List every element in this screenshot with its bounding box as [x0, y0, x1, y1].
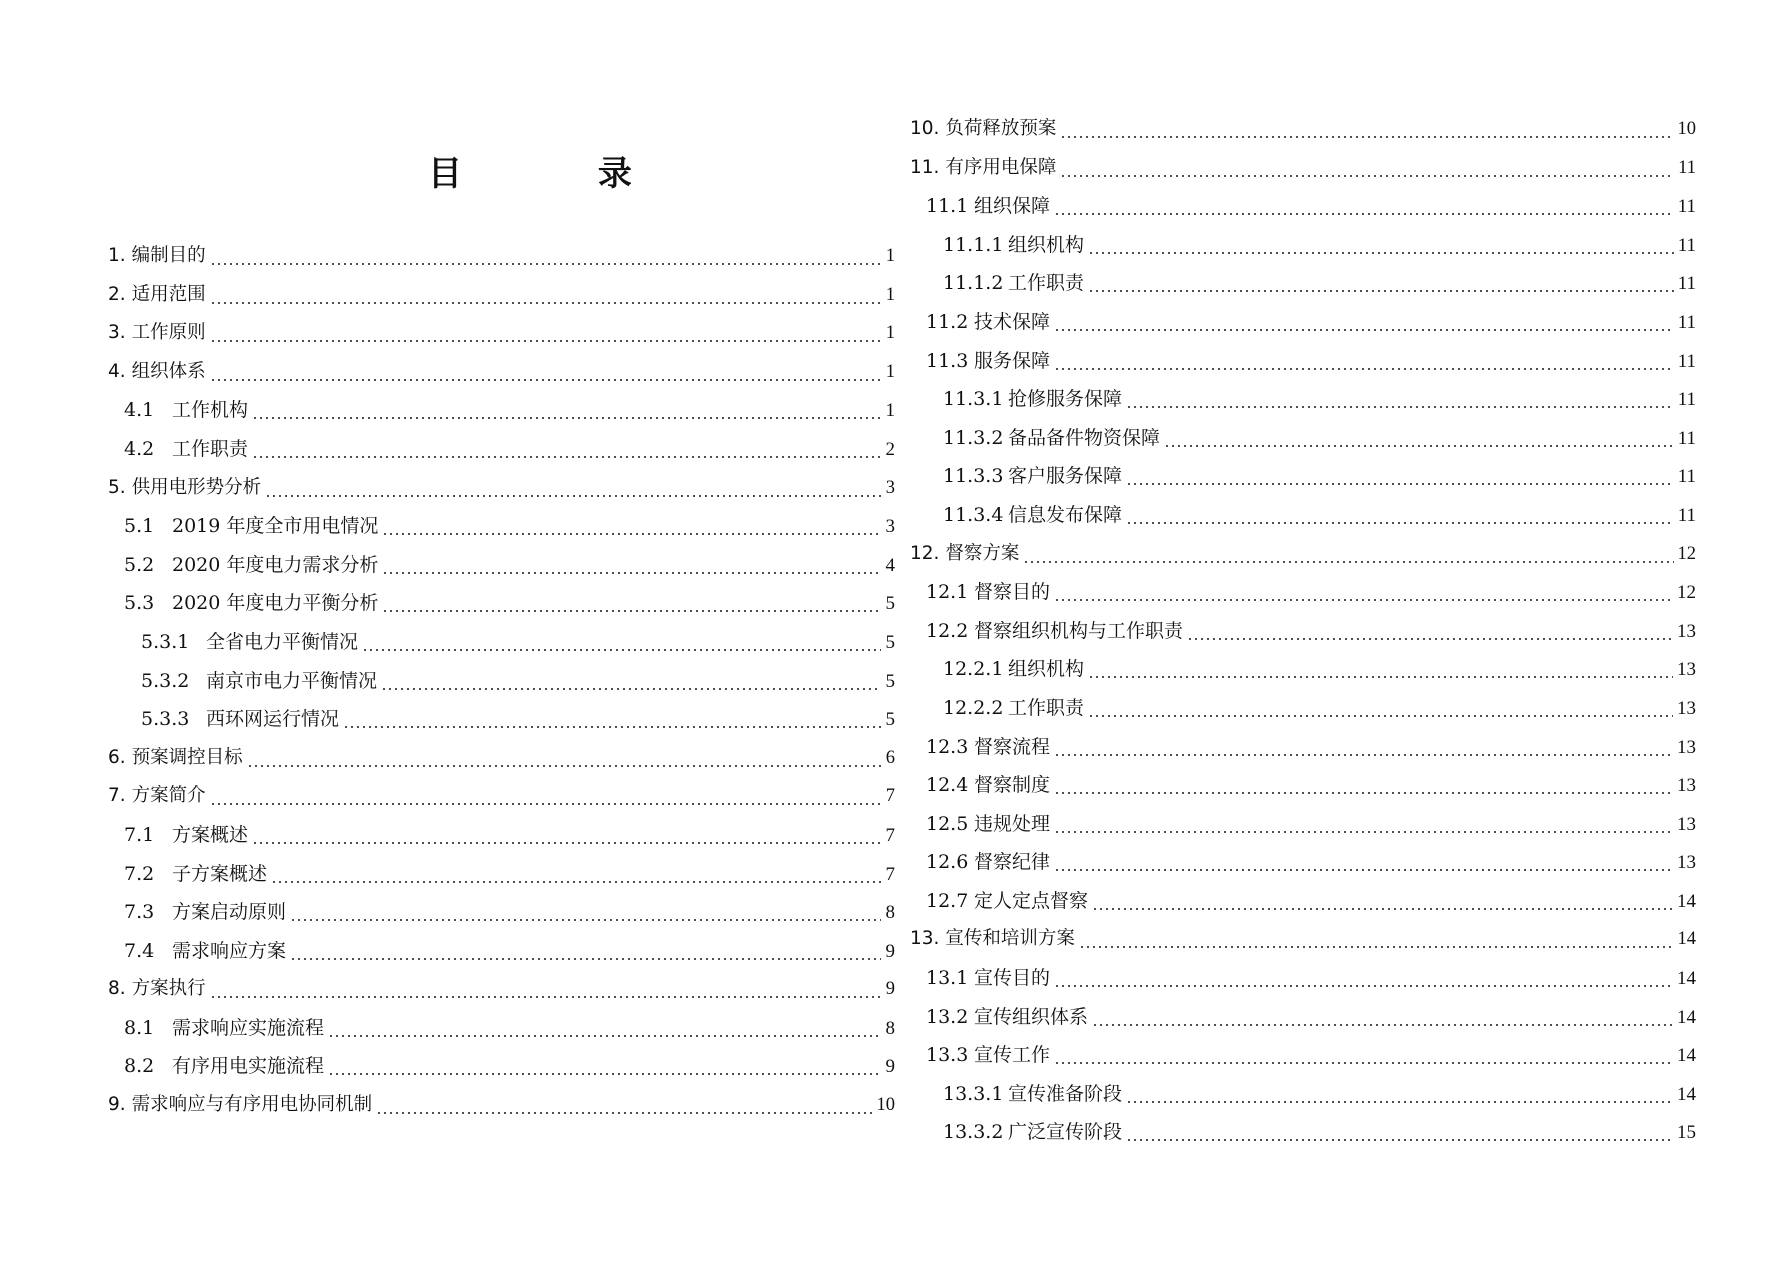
- toc-entry-page-number: 14: [1677, 890, 1696, 912]
- toc-entry[interactable]: [910, 920, 1696, 959]
- toc-entry-title: 供用电形势分析: [131, 476, 262, 498]
- toc-entry[interactable]: [108, 1086, 895, 1125]
- dot-leader: [1187, 612, 1673, 651]
- toc-entry-title: 2020 年度电力需求分析: [172, 553, 379, 576]
- toc-entry[interactable]: [108, 507, 895, 546]
- dot-leader: [1054, 1036, 1673, 1075]
- toc-entry-number: 12.6: [926, 851, 969, 874]
- toc-entry-page-number: 5: [885, 670, 895, 692]
- dot-leader: [265, 469, 881, 508]
- toc-entry[interactable]: [910, 419, 1696, 458]
- dot-leader: [328, 1009, 881, 1048]
- toc-entry-number: 7.3: [124, 901, 155, 924]
- toc-entry[interactable]: [108, 276, 895, 315]
- toc-entry-title: 方案执行: [131, 978, 206, 1000]
- toc-entry[interactable]: [108, 391, 895, 430]
- toc-entry-title: 组织保障: [974, 195, 1051, 218]
- toc-entry-page-number: 10: [1677, 119, 1696, 139]
- dot-leader: [1054, 573, 1673, 612]
- dot-leader: [252, 430, 881, 469]
- toc-entry-title: 客户服务保障: [1008, 465, 1123, 488]
- toc-entry-title: 督察方案: [945, 542, 1020, 564]
- toc-entry-page-number: 14: [1677, 1045, 1696, 1067]
- toc-entry[interactable]: [108, 430, 895, 469]
- toc-title: 目 录: [428, 154, 694, 194]
- toc-entry[interactable]: [108, 662, 895, 701]
- toc-entry-number: 12.2: [926, 619, 969, 642]
- toc-entry[interactable]: [910, 689, 1696, 728]
- dot-leader: [328, 1047, 881, 1086]
- toc-entry-number: 12.2.1: [943, 658, 1004, 681]
- dot-leader: [1088, 226, 1674, 265]
- toc-entry-number: 11.: [910, 156, 940, 178]
- dot-leader: [1088, 650, 1673, 689]
- dot-leader: [1126, 380, 1674, 419]
- dot-leader: [382, 507, 881, 546]
- toc-entry-title: 组织机构: [1008, 658, 1085, 681]
- dot-leader: [210, 777, 881, 816]
- toc-entry[interactable]: [108, 1047, 895, 1086]
- toc-entry-number: 7.1: [124, 823, 155, 846]
- toc-entry[interactable]: [910, 226, 1696, 265]
- dot-leader: [210, 276, 881, 315]
- dot-leader: [1054, 805, 1673, 844]
- toc-entry-title: 备品备件物资保障: [1008, 426, 1161, 449]
- dot-leader: [1054, 959, 1673, 998]
- dot-leader: [1054, 187, 1674, 226]
- toc-entry-title: 有序用电实施流程: [172, 1055, 325, 1078]
- toc-entry-page-number: 2: [885, 438, 895, 460]
- toc-entry[interactable]: [910, 882, 1696, 921]
- toc-entry[interactable]: [108, 855, 895, 894]
- toc-entry[interactable]: [910, 728, 1696, 767]
- toc-entry-title: 工作机构: [172, 399, 249, 422]
- toc-entry-number: 8.: [108, 978, 126, 1000]
- toc-entry-page-number: 14: [1677, 1006, 1696, 1028]
- toc-entry-number: 7.2: [124, 862, 155, 885]
- dot-leader: [290, 893, 881, 932]
- toc-entry[interactable]: [910, 998, 1696, 1037]
- toc-entry-title: 督察组织机构与工作职责: [974, 619, 1184, 642]
- toc-entry-title: 适用范围: [131, 283, 206, 305]
- toc-entry-title: 督察纪律: [974, 851, 1051, 874]
- toc-entry[interactable]: [910, 264, 1696, 303]
- dot-leader: [1126, 1075, 1673, 1114]
- toc-entry-title: 2020 年度电力平衡分析: [172, 592, 379, 615]
- toc-entry-number: 5.3.1: [141, 630, 190, 653]
- toc-entry-title: 方案概述: [172, 823, 249, 846]
- toc-entry-number: 12.2.2: [943, 696, 1004, 719]
- toc-entry-title: 西环网运行情况: [206, 708, 340, 731]
- toc-entry-number: 8.1: [124, 1016, 155, 1039]
- toc-entry[interactable]: [910, 650, 1696, 689]
- toc-entry-title: 工作职责: [1008, 696, 1085, 719]
- toc-entry-number: 13.3.1: [943, 1082, 1004, 1105]
- toc-entry-page-number: 3: [885, 477, 895, 498]
- toc-entry-title: 广泛宣传阶段: [1008, 1121, 1123, 1144]
- toc-entry-number: 12.7: [926, 889, 969, 912]
- toc-entry-number: 13.2: [926, 1005, 969, 1028]
- toc-entry-title: 督察流程: [974, 735, 1051, 758]
- toc-entry-number: 11.1.2: [943, 272, 1004, 295]
- toc-entry-title: 方案简介: [131, 785, 206, 807]
- dot-leader: [210, 353, 881, 392]
- toc-entry-page-number: 9: [885, 940, 895, 962]
- toc-entry-page-number: 5: [885, 709, 895, 731]
- toc-entry-title: 督察目的: [974, 581, 1051, 604]
- toc-entry[interactable]: [910, 187, 1696, 226]
- toc-entry-number: 5.3.2: [141, 669, 190, 692]
- toc-entry-page-number: 13: [1677, 620, 1696, 642]
- toc-entry-page-number: 1: [885, 361, 895, 382]
- toc-entry-page-number: 6: [885, 747, 895, 768]
- dot-leader: [252, 391, 881, 430]
- toc-entry[interactable]: [910, 149, 1696, 188]
- toc-entry-number: 11.3: [926, 349, 969, 372]
- toc-entry-number: 5.2: [124, 553, 155, 576]
- toc-entry[interactable]: [910, 342, 1696, 381]
- toc-entry-number: 10.: [910, 118, 940, 139]
- toc-entry-number: 5.1: [124, 515, 155, 538]
- toc-entry[interactable]: [108, 700, 895, 739]
- toc-entry-title: 定人定点督察: [974, 889, 1089, 912]
- dot-leader: [1092, 998, 1673, 1037]
- dot-leader: [271, 855, 881, 894]
- toc-entry-title: 宣传准备阶段: [1008, 1082, 1123, 1105]
- dot-leader: [381, 662, 881, 701]
- toc-entry-number: 12.3: [926, 735, 969, 758]
- toc-entry-number: 12.: [910, 542, 940, 564]
- toc-entry-title: 违规处理: [974, 812, 1051, 835]
- toc-entry-page-number: 7: [885, 786, 895, 807]
- dot-leader: [1060, 149, 1674, 188]
- toc-entry-page-number: 3: [885, 516, 895, 538]
- toc-entry-title: 方案启动原则: [172, 901, 287, 924]
- dot-leader: [1060, 110, 1673, 149]
- toc-entry-page-number: 9: [885, 1056, 895, 1078]
- dot-leader: [343, 700, 881, 739]
- toc-entry-page-number: 13: [1677, 775, 1696, 797]
- toc-entry-page-number: 11: [1677, 427, 1696, 449]
- toc-entry-page-number: 13: [1677, 697, 1696, 719]
- toc-entry-title: 组织体系: [131, 360, 206, 382]
- toc-entry-number: 11.3.4: [943, 503, 1004, 526]
- toc-entry-title: 宣传工作: [974, 1044, 1051, 1067]
- toc-entry-title: 宣传和培训方案: [945, 928, 1075, 950]
- toc-entry[interactable]: [910, 457, 1696, 496]
- toc-entry-title: 南京市电力平衡情况: [206, 669, 378, 692]
- toc-entry-title: 编制目的: [131, 245, 206, 266]
- toc-entry-title: 工作职责: [172, 437, 249, 460]
- toc-entry-number: 11.3.3: [943, 465, 1004, 488]
- dot-leader: [362, 623, 881, 662]
- toc-entry-number: 5.3: [124, 592, 155, 615]
- toc-entry-page-number: 11: [1677, 504, 1696, 526]
- toc-entry-page-number: 11: [1677, 389, 1696, 411]
- toc-entry-number: 4.1: [124, 399, 155, 422]
- toc-entry-number: 11.1: [926, 195, 969, 218]
- toc-entry[interactable]: [910, 612, 1696, 651]
- toc-entry[interactable]: [910, 959, 1696, 998]
- toc-entry-number: 11.1.1: [943, 233, 1004, 256]
- toc-entry-page-number: 9: [885, 979, 895, 1000]
- dot-leader: [1164, 419, 1674, 458]
- toc-entry-title: 需求响应方案: [172, 939, 287, 962]
- toc-entry-number: 11.3.1: [943, 388, 1004, 411]
- toc-entry-number: 13.: [910, 928, 940, 950]
- toc-entry-title: 抢修服务保障: [1008, 388, 1123, 411]
- toc-entry-number: 4.2: [124, 437, 155, 460]
- dot-leader: [1126, 1113, 1673, 1152]
- dot-leader: [1054, 342, 1674, 381]
- toc-entry-page-number: 8: [885, 902, 895, 924]
- toc-entry-number: 11.2: [926, 310, 969, 333]
- toc-entry-number: 7.: [108, 785, 126, 807]
- toc-entry[interactable]: [108, 1009, 895, 1048]
- toc-entry[interactable]: [910, 1036, 1696, 1075]
- toc-entry[interactable]: [910, 1075, 1696, 1114]
- toc-entry-number: 5.3.3: [141, 708, 190, 731]
- toc-entry[interactable]: [910, 303, 1696, 342]
- toc-entry-page-number: 15: [1677, 1122, 1696, 1144]
- dot-leader: [1054, 303, 1674, 342]
- dot-leader: [1054, 766, 1673, 805]
- toc-entry-page-number: 11: [1677, 234, 1696, 256]
- toc-entry-page-number: 11: [1677, 311, 1696, 333]
- toc-entry-title: 全省电力平衡情况: [206, 630, 359, 653]
- toc-entry-title: 需求响应实施流程: [172, 1016, 325, 1039]
- toc-entry[interactable]: [910, 766, 1696, 805]
- dot-leader: [382, 584, 881, 623]
- toc-entry-page-number: 5: [885, 593, 895, 615]
- toc-entry-page-number: 8: [885, 1017, 895, 1039]
- toc-entry-title: 宣传组织体系: [974, 1005, 1089, 1028]
- toc-entry[interactable]: [108, 314, 895, 353]
- dot-leader: [376, 1086, 872, 1125]
- toc-entry-number: 11.3.2: [943, 426, 1004, 449]
- toc-entry-number: 4.: [108, 360, 126, 382]
- toc-entry-title: 技术保障: [974, 310, 1051, 333]
- toc-entry-page-number: 7: [885, 824, 895, 846]
- toc-entry-number: 3.: [108, 322, 126, 344]
- toc-entry[interactable]: [108, 739, 895, 778]
- toc-entry[interactable]: [108, 777, 895, 816]
- toc-entry-title: 督察制度: [974, 774, 1051, 797]
- toc-entry-title: 负荷释放预案: [945, 118, 1057, 139]
- toc-entry-page-number: 7: [885, 863, 895, 885]
- toc-entry-page-number: 14: [1677, 929, 1696, 950]
- toc-entry-page-number: 13: [1677, 852, 1696, 874]
- toc-entry-number: 13.3: [926, 1044, 969, 1067]
- toc-entry-number: 12.4: [926, 774, 969, 797]
- toc-entry-page-number: 14: [1677, 968, 1696, 990]
- toc-entry[interactable]: [910, 573, 1696, 612]
- toc-entry-page-number: 1: [885, 246, 895, 266]
- toc-entry-title: 需求响应与有序用电协同机制: [131, 1094, 373, 1116]
- toc-entry[interactable]: [108, 816, 895, 855]
- toc-entry-title: 有序用电保障: [945, 156, 1057, 178]
- toc-entry[interactable]: [108, 237, 895, 276]
- dot-leader: [210, 970, 881, 1009]
- toc-entry-page-number: 1: [885, 400, 895, 422]
- toc-entry-number: 9.: [108, 1094, 126, 1116]
- toc-entry-page-number: 13: [1677, 736, 1696, 758]
- toc-entry-page-number: 5: [885, 631, 895, 653]
- toc-entry[interactable]: [910, 843, 1696, 882]
- dot-leader: [1088, 689, 1673, 728]
- toc-entry-number: 5.: [108, 476, 126, 498]
- toc-entry[interactable]: [910, 535, 1696, 574]
- toc-entry[interactable]: [108, 932, 895, 971]
- toc-entry[interactable]: [910, 1113, 1696, 1152]
- dot-leader: [1054, 728, 1673, 767]
- toc-entry[interactable]: [108, 623, 895, 662]
- dot-leader: [1088, 264, 1674, 303]
- dot-leader: [382, 546, 881, 585]
- toc-entry-page-number: 11: [1677, 466, 1696, 488]
- toc-entry-number: 8.2: [124, 1055, 155, 1078]
- toc-entry-title: 宣传目的: [974, 967, 1051, 990]
- toc-entry[interactable]: [108, 970, 895, 1009]
- toc-entry-title: 子方案概述: [172, 862, 268, 885]
- toc-entry[interactable]: [910, 805, 1696, 844]
- dot-leader: [1126, 457, 1674, 496]
- toc-entry-title: 2019 年度全市用电情况: [172, 515, 379, 538]
- toc-entry-page-number: 10: [876, 1095, 895, 1116]
- toc-entry-page-number: 11: [1677, 350, 1696, 372]
- toc-entry[interactable]: [108, 584, 895, 623]
- dot-leader: [290, 932, 881, 971]
- toc-entry-title: 组织机构: [1008, 233, 1085, 256]
- toc-entry-title: 工作职责: [1008, 272, 1085, 295]
- dot-leader: [1079, 920, 1674, 959]
- toc-entry-number: 2.: [108, 283, 126, 305]
- dot-leader: [247, 739, 881, 778]
- toc-entry-number: 12.1: [926, 581, 969, 604]
- toc-entry-number: 13.3.2: [943, 1121, 1004, 1144]
- toc-left-column: [108, 237, 895, 1125]
- toc-entry-number: 6.: [108, 746, 126, 768]
- dot-leader: [210, 237, 881, 276]
- toc-entry-page-number: 11: [1678, 157, 1696, 178]
- dot-leader: [1092, 882, 1673, 921]
- toc-entry-number: 12.5: [926, 812, 969, 835]
- toc-entry[interactable]: [108, 353, 895, 392]
- toc-entry[interactable]: [910, 496, 1696, 535]
- toc-entry-page-number: 12: [1677, 543, 1696, 564]
- toc-entry[interactable]: [108, 893, 895, 932]
- toc-entry[interactable]: [108, 469, 895, 508]
- toc-entry-page-number: 1: [885, 323, 895, 344]
- dot-leader: [1054, 843, 1673, 882]
- toc-entry-page-number: 1: [885, 284, 895, 305]
- toc-entry-title: 预案调控目标: [131, 746, 243, 768]
- toc-entry-page-number: 13: [1677, 659, 1696, 681]
- toc-entry-title: 工作原则: [131, 322, 206, 344]
- toc-entry-title: 服务保障: [974, 349, 1051, 372]
- toc-entry-page-number: 11: [1677, 196, 1696, 218]
- toc-entry-page-number: 11: [1677, 273, 1696, 295]
- toc-entry[interactable]: [108, 546, 895, 585]
- toc-entry[interactable]: [910, 380, 1696, 419]
- toc-right-column: [910, 110, 1696, 1152]
- toc-entry-number: 1.: [108, 245, 126, 266]
- dot-leader: [210, 314, 881, 353]
- toc-entry-page-number: 14: [1677, 1083, 1696, 1105]
- toc-entry-number: 7.4: [124, 939, 155, 962]
- dot-leader: [252, 816, 881, 855]
- dot-leader: [1126, 496, 1674, 535]
- toc-entry-page-number: 12: [1677, 582, 1696, 604]
- dot-leader: [1023, 535, 1673, 574]
- toc-entry-title: 信息发布保障: [1008, 503, 1123, 526]
- toc-entry-page-number: 4: [885, 554, 895, 576]
- toc-entry-page-number: 13: [1677, 813, 1696, 835]
- toc-entry-number: 13.1: [926, 967, 969, 990]
- toc-entry[interactable]: [910, 110, 1696, 149]
